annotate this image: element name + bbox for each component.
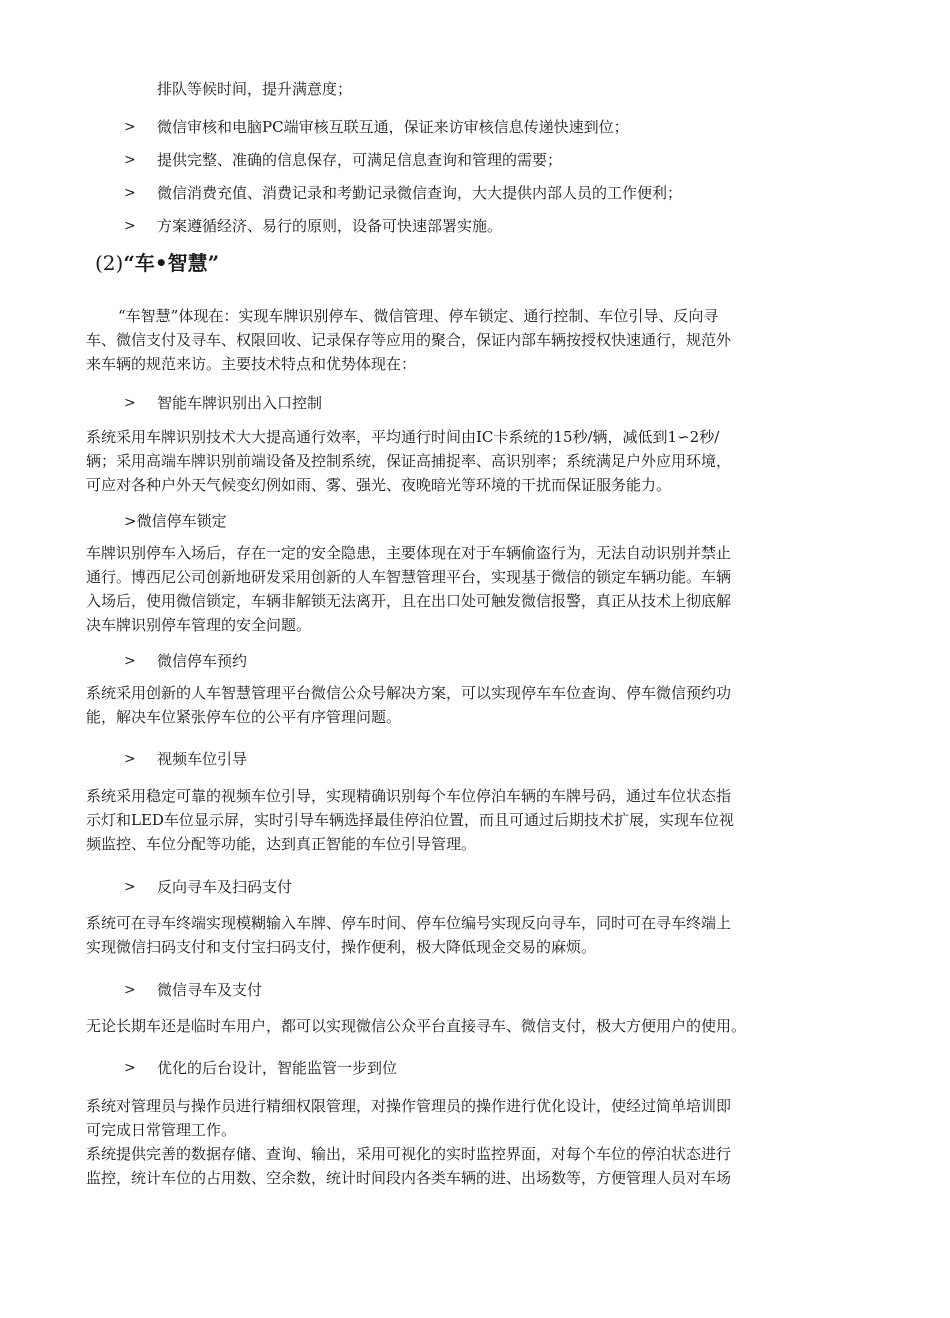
paragraph-line: 入场后，使用微信锁定，车辆非解锁无法离开，且在出口处可触发微信报警，真正从技术上彻底解 [86,592,732,610]
paragraph-line: 车、微信支付及寻车、权限回收、记录保存等应用的聚合，保证内部车辆按授权快速通行，规范外 [86,331,732,349]
feature-title: 反向寻车及扫码支付 [157,878,293,896]
paragraph-line: 实现微信扫码支付和支付宝扫码支付，操作便利，极大降低现金交易的麻烦。 [86,938,597,956]
paragraph-line: 系统采用车牌识别技术大大提高通行效率，平均通行时间由IC卡系统的15秒/辆，减低到1∽2秒/ [86,428,720,446]
paragraph-line: 监控，统计车位的占用数、空余数，统计时间段内各类车辆的进、出场数等，方便管理人员对车场 [86,1169,732,1187]
paragraph-line: 来车辆的规范来访。主要技术特点和优势体现在： [86,355,417,373]
feature-title: 智能车牌识别出入口控制 [157,394,323,412]
paragraph-line: 频监控、车位分配等功能，达到真正智能的车位引导管理。 [86,835,477,853]
paragraph-line: 能，解决车位紧张停车位的公平有序管理问题。 [86,708,402,726]
paragraph-line: 示灯和LED车位显示屏，实时引导车辆选择最佳停泊位置，而且可通过后期技术扩展，实现车位视 [86,811,734,829]
continuation-line: 排队等候时间，提升满意度； [157,80,353,98]
bullet-marker: > [124,395,136,411]
feature-title: >微信停车锁定 [124,512,227,530]
paragraph-line: 辆；采用高端车牌识别前端设备及控制系统，保证高捕捉率、高识别率；系统满足户外应用环境， [86,452,732,470]
feature-title: 视频车位引导 [157,750,248,768]
feature-title: 微信停车预约 [157,652,248,670]
bullet-marker: > [124,1060,136,1076]
bullet-marker: > [124,119,136,135]
paragraph-line: 无论长期车还是临时车用户，都可以实现微信公众平台直接寻车、微信支付，极大方便用户的使用。 [86,1017,747,1035]
paragraph-line: 系统采用稳定可靠的视频车位引导，实现精确识别每个车位停泊车辆的车牌号码，通过车位状态指 [86,787,732,805]
list-item: 微信消费充值、消费记录和考勤记录微信查询，大大提供内部人员的工作便利； [157,184,683,202]
paragraph-line: 通行。博西尼公司创新地研发采用创新的人车智慧管理平台，实现基于微信的锁定车辆功能。车辆 [86,568,732,586]
paragraph-line: 系统对管理员与操作员进行精细权限管理，对操作管理员的操作进行优化设计，使经过简单培训即 [86,1097,732,1115]
paragraph-line: 决车牌识别停车管理的安全问题。 [86,616,312,634]
paragraph-line: 可应对各种户外天气候变幻例如雨、雾、强光、夜晚暗光等环境的干扰而保证服务能力。 [86,476,672,494]
list-item: 微信审核和电脑PC端审核互联互通，保证来访审核信息传递快速到位； [157,118,629,136]
bullet-marker: > [124,152,136,168]
section-heading [95,248,219,278]
bullet-marker: > [124,185,136,201]
paragraph-line: 系统提供完善的数据存储、查询、输出，采用可视化的实时监控界面，对每个车位的停泊状态进行 [86,1145,732,1163]
bullet-marker: > [124,218,136,234]
section-title: “车•智慧” [123,251,220,275]
paragraph-line: 系统采用创新的人车智慧管理平台微信公众号解决方案，可以实现停车车位查询、停车微信预约功 [86,684,732,702]
paragraph-line: 系统可在寻车终端实现模糊输入车牌、停车时间、停车位编号实现反向寻车，同时可在寻车终端上 [86,914,732,932]
feature-title: 优化的后台设计，智能监管一步到位 [157,1059,398,1077]
paragraph-line: 可完成日常管理工作。 [86,1121,237,1139]
bullet-marker: > [124,879,136,895]
bullet-marker: > [124,982,136,998]
paragraph-line: 车牌识别停车入场后，存在一定的安全隐患，主要体现在对于车辆偷盗行为，无法自动识别并禁止 [86,544,732,562]
paragraph-line: “车智慧”体现在：实现车牌识别停车、微信管理、停车锁定、通行控制、车位引导、反向寻 [118,307,719,325]
bullet-marker: > [124,653,136,669]
list-item: 提供完整、准确的信息保存，可满足信息查询和管理的需要； [157,151,563,169]
section-number: (2) [95,251,124,275]
bullet-marker: > [124,751,136,767]
feature-title: 微信寻车及支付 [157,981,263,999]
list-item: 方案遵循经济、易行的原则，设备可快速部署实施。 [157,217,503,235]
